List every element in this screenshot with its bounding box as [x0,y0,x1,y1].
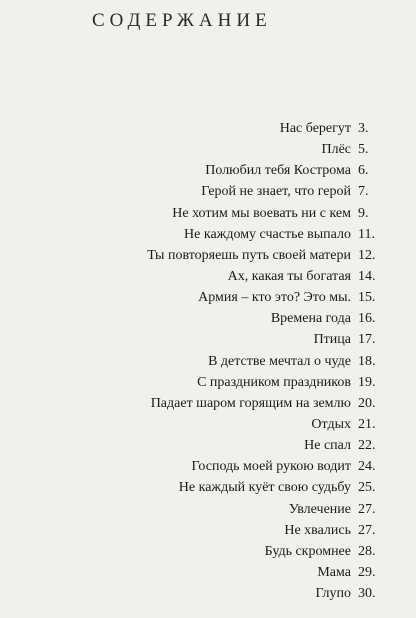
toc-entry [0,393,416,414]
toc-entry-page: 29. [358,564,376,580]
toc-entry-title: Не спал [304,438,351,454]
toc-entry-page: 22. [358,438,376,454]
toc-entry [0,351,416,372]
toc-entry-title: В детстве мечтал о чуде [208,353,351,369]
toc-entry [0,118,416,139]
toc-entry [0,266,416,287]
toc-entry-page: 15. [358,290,376,306]
toc-entry-page: 5. [358,142,369,158]
toc-entry-title: Не хотим мы воевать ни с кем [172,205,351,221]
toc-entry [0,203,416,224]
toc-entry-page: 25. [358,480,376,496]
toc-entry-page: 24. [358,459,376,475]
toc-entry-title: Птица [313,332,351,348]
toc-entry-title: Герой не знает, что герой [201,184,351,200]
toc-entry-page: 11. [358,226,375,242]
toc-entry [0,414,416,435]
toc-entry-page: 28. [358,543,376,559]
toc-entry-title: Будь скромнее [264,543,351,559]
toc-entry-page: 16. [358,311,376,327]
toc-entry-page: 7. [358,184,369,200]
toc-entry-page: 20. [358,395,376,411]
toc-entry-page: 18. [358,353,376,369]
toc-entry [0,139,416,160]
toc-entry-page: 27. [358,501,376,517]
toc-entry [0,499,416,520]
toc-entry-title: С праздником праздников [197,374,351,390]
toc-entry-title: Плёс [321,142,351,158]
toc-entry [0,160,416,181]
toc-entry-page: 6. [358,163,369,179]
toc-entry-page: 17. [358,332,376,348]
toc-entry-page: 19. [358,374,376,390]
toc-entry [0,583,416,604]
toc-entry [0,562,416,583]
toc-entry-title: Мама [317,564,351,580]
toc-entry [0,181,416,202]
toc-entry-page: 14. [358,268,376,284]
toc-entry-page: 27. [358,522,376,538]
toc-entry-title: Увлечение [288,501,351,517]
toc-entry-page: 9. [358,205,369,221]
toc-entry-title: Не каждому счастье выпало [184,226,351,242]
toc-entry-title: Не каждый куёт свою судьбу [178,480,351,496]
toc-entry-page: 12. [358,247,376,263]
toc-entry-title: Армия – кто это? Это мы. [198,290,351,306]
toc-entry-title: Ах, какая ты богатая [227,268,351,284]
toc-entry [0,372,416,393]
toc-entry-title: Ты повторяешь путь своей матери [147,247,351,263]
toc-entry-title: Глупо [315,586,351,602]
toc-entry [0,520,416,541]
toc-entry [0,541,416,562]
toc-entry-title: Полюбил тебя Кострома [205,163,351,179]
toc-entry [0,224,416,245]
toc-entry-title: Господь моей рукою водит [191,459,351,475]
page-title: СОДЕРЖАНИЕ [92,10,272,31]
toc-entry-page: 3. [358,121,369,136]
toc-entry-title: Падает шаром горящим на землю [150,395,351,411]
toc-entry [0,456,416,477]
toc-entry [0,287,416,308]
toc-entry [0,435,416,456]
toc-entry-page: 21. [358,416,376,432]
toc-entry-title: Отдых [311,416,351,432]
toc-entry [0,477,416,498]
toc-entry-title: Не хвались [284,522,351,538]
toc-entry-page: 30. [358,586,376,602]
toc-entry [0,245,416,266]
toc-entry [0,329,416,350]
toc-entry-title: Времена года [270,311,351,327]
toc-list [0,118,416,604]
toc-entry [0,308,416,329]
toc-entry-title: Нас берегут [279,121,351,136]
